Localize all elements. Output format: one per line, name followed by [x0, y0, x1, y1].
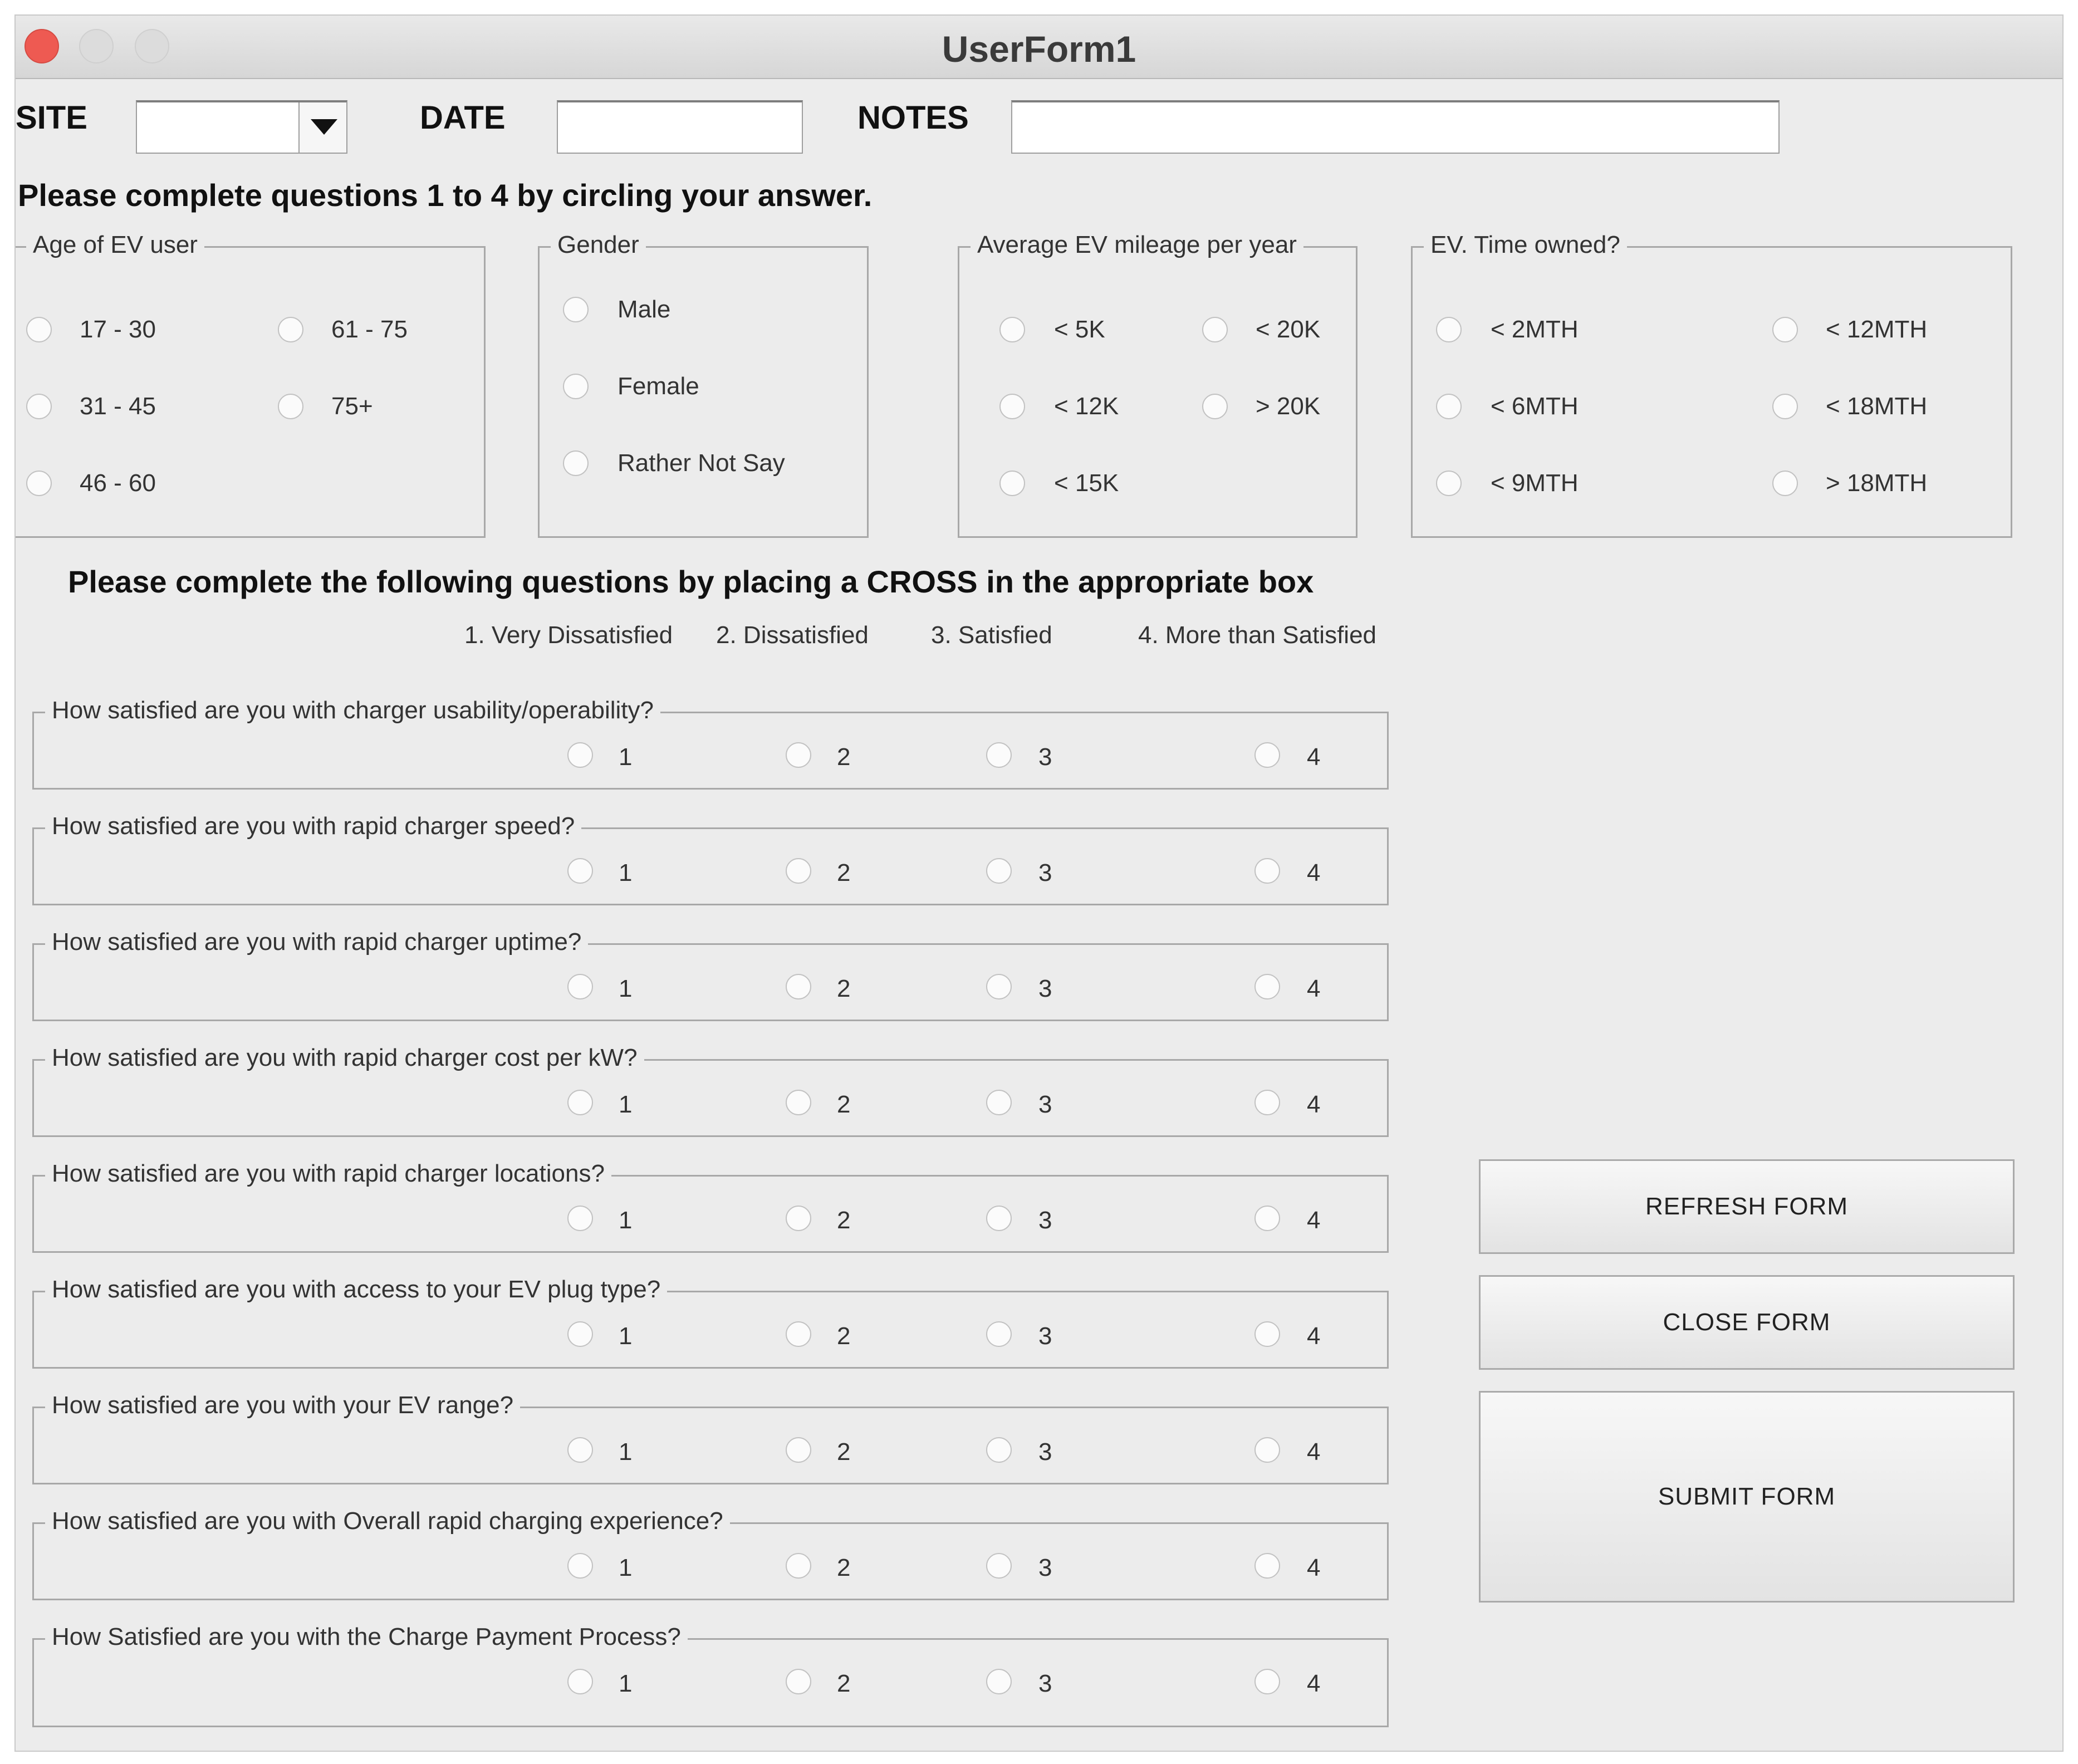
question-7-radio-1[interactable]	[567, 1437, 593, 1463]
question-7-radio-2[interactable]	[786, 1437, 811, 1463]
question-9-radio-1[interactable]	[567, 1669, 593, 1694]
question-7-radio-3[interactable]	[986, 1437, 1012, 1463]
question-3-radio-2[interactable]	[786, 974, 811, 999]
mileage-option-label: < 12K	[1054, 393, 1119, 420]
question-1-radio-1[interactable]	[567, 742, 593, 768]
question-frame	[32, 812, 1389, 905]
age-option-label: 61 - 75	[331, 316, 408, 343]
gender-option-label: Rather Not Say	[617, 449, 785, 477]
gender-group-frame	[538, 231, 869, 538]
rating-option-label: 1	[619, 1207, 633, 1234]
rating-option-label: 3	[1038, 975, 1052, 1002]
question-text: How satisfied are you with rapid charger uptime?	[45, 928, 588, 956]
question-5-radio-3[interactable]	[986, 1206, 1012, 1231]
owned-radio-lt-6mth[interactable]	[1436, 394, 1462, 419]
rating-option-label: 2	[837, 1438, 851, 1466]
question-5-radio-1[interactable]	[567, 1206, 593, 1231]
gender-option-label: Male	[617, 296, 671, 323]
age-radio-17-30[interactable]	[26, 317, 52, 342]
window-title: UserForm1	[942, 28, 1136, 70]
question-2-radio-3[interactable]	[986, 858, 1012, 884]
rating-option-label: 4	[1307, 1670, 1321, 1697]
question-frame	[32, 928, 1389, 1021]
owned-option-label: < 2MTH	[1491, 316, 1579, 343]
question-frame	[32, 1044, 1389, 1137]
site-combobox[interactable]	[136, 100, 347, 154]
question-text: How satisfied are you with rapid charger locations?	[45, 1160, 611, 1188]
question-frame	[32, 1507, 1389, 1600]
question-frame	[32, 1276, 1389, 1369]
mileage-radio-lt-5k[interactable]	[999, 317, 1025, 342]
question-2-radio-2[interactable]	[786, 858, 811, 884]
age-radio-31-45[interactable]	[26, 394, 52, 419]
question-3-radio-3[interactable]	[986, 974, 1012, 999]
rating-option-label: 4	[1307, 1091, 1321, 1118]
question-text: How satisfied are you with Overall rapid charging experience?	[45, 1507, 730, 1535]
age-option-label: 75+	[331, 393, 373, 420]
date-input[interactable]	[557, 100, 803, 154]
rating-option-label: 3	[1038, 1091, 1052, 1118]
age-group-frame	[14, 231, 486, 538]
owned-radio-lt-12mth[interactable]	[1772, 317, 1798, 342]
mileage-option-label: < 15K	[1054, 469, 1119, 497]
rating-option-label: 2	[837, 1554, 851, 1581]
rating-option-label: 4	[1307, 1438, 1321, 1466]
rating-option-label: 2	[837, 1322, 851, 1350]
age-option-label: 17 - 30	[80, 316, 156, 343]
owned-option-label: < 18MTH	[1826, 393, 1928, 420]
rating-option-label: 3	[1038, 743, 1052, 771]
question-frame	[32, 1623, 1389, 1727]
rating-option-label: 4	[1307, 1207, 1321, 1234]
mileage-option-label: < 5K	[1054, 316, 1105, 343]
gender-group-title: Gender	[551, 231, 646, 259]
submit-form-button[interactable]: SUBMIT FORM	[1479, 1391, 2015, 1603]
question-5-radio-4[interactable]	[1254, 1206, 1280, 1231]
rating-option-label: 2	[837, 975, 851, 1002]
rating-option-label: 2	[837, 743, 851, 771]
rating-option-label: 3	[1038, 1438, 1052, 1466]
rating-option-label: 4	[1307, 975, 1321, 1002]
rating-option-label: 3	[1038, 1670, 1052, 1697]
rating-option-label: 2	[837, 1670, 851, 1697]
rating-option-label: 1	[619, 859, 633, 886]
rating-option-label: 1	[619, 1322, 633, 1350]
owned-radio-lt-18mth[interactable]	[1772, 394, 1798, 419]
owned-group-title: EV. Time owned?	[1424, 231, 1627, 259]
scale-label-1: 1. Very Dissatisfied	[464, 621, 673, 649]
owned-option-label: > 18MTH	[1826, 469, 1928, 497]
question-text: How satisfied are you with rapid charger speed?	[45, 812, 581, 840]
mileage-group-frame	[958, 231, 1357, 538]
gender-radio-female[interactable]	[563, 374, 589, 399]
mileage-option-label: < 20K	[1256, 316, 1321, 343]
question-6-radio-4[interactable]	[1254, 1321, 1280, 1347]
question-7-radio-4[interactable]	[1254, 1437, 1280, 1463]
age-option-label: 46 - 60	[80, 469, 156, 497]
rating-option-label: 1	[619, 1438, 633, 1466]
question-4-radio-4[interactable]	[1254, 1090, 1280, 1115]
mileage-group-title: Average EV mileage per year	[971, 231, 1303, 259]
mileage-radio-gt-20k[interactable]	[1202, 394, 1228, 419]
site-label: SITE	[16, 100, 87, 136]
rating-option-label: 2	[837, 859, 851, 886]
gender-radio-rather-not-say[interactable]	[563, 450, 589, 476]
rating-option-label: 1	[619, 975, 633, 1002]
circle-instruction: Please complete questions 1 to 4 by circling your answer.	[18, 178, 873, 213]
rating-option-label: 3	[1038, 1322, 1052, 1350]
question-1-radio-3[interactable]	[986, 742, 1012, 768]
mileage-radio-lt-12k[interactable]	[999, 394, 1025, 419]
rating-option-label: 1	[619, 1091, 633, 1118]
question-8-radio-3[interactable]	[986, 1553, 1012, 1579]
question-text: How satisfied are you with rapid charger cost per kW?	[45, 1044, 644, 1072]
rating-option-label: 1	[619, 743, 633, 771]
rating-option-label: 1	[619, 1554, 633, 1581]
owned-option-label: < 9MTH	[1491, 469, 1579, 497]
age-radio-46-60[interactable]	[26, 471, 52, 496]
owned-radio-lt-9mth[interactable]	[1436, 471, 1462, 496]
mileage-radio-lt-20k[interactable]	[1202, 317, 1228, 342]
question-2-radio-1[interactable]	[567, 858, 593, 884]
age-group-title: Age of EV user	[26, 231, 204, 259]
scale-label-3: 3. Satisfied	[931, 621, 1052, 649]
userform-window	[14, 14, 2064, 1752]
owned-option-label: < 12MTH	[1826, 316, 1928, 343]
rating-option-label: 2	[837, 1091, 851, 1118]
question-1-radio-4[interactable]	[1254, 742, 1280, 768]
mileage-option-label: > 20K	[1256, 393, 1321, 420]
question-text: How satisfied are you with charger usability/operability?	[45, 697, 660, 724]
rating-option-label: 2	[837, 1207, 851, 1234]
question-4-radio-2[interactable]	[786, 1090, 811, 1115]
question-4-radio-1[interactable]	[567, 1090, 593, 1115]
gender-radio-male[interactable]	[563, 297, 589, 322]
rating-option-label: 4	[1307, 743, 1321, 771]
question-6-radio-1[interactable]	[567, 1321, 593, 1347]
owned-option-label: < 6MTH	[1491, 393, 1579, 420]
owned-group-frame	[1411, 231, 2012, 538]
question-8-radio-4[interactable]	[1254, 1553, 1280, 1579]
question-text: How Satisfied are you with the Charge Payment Process?	[45, 1623, 688, 1651]
question-9-radio-2[interactable]	[786, 1669, 811, 1694]
notes-label: NOTES	[857, 100, 969, 136]
question-2-radio-4[interactable]	[1254, 858, 1280, 884]
rating-option-label: 3	[1038, 1207, 1052, 1234]
question-3-radio-1[interactable]	[567, 974, 593, 999]
question-8-radio-1[interactable]	[567, 1553, 593, 1579]
rating-option-label: 4	[1307, 859, 1321, 886]
question-9-radio-3[interactable]	[986, 1669, 1012, 1694]
date-label: DATE	[420, 100, 506, 136]
question-1-radio-2[interactable]	[786, 742, 811, 768]
age-radio-75plus[interactable]	[278, 394, 303, 419]
notes-input[interactable]	[1011, 100, 1780, 154]
refresh-form-button[interactable]: REFRESH FORM	[1479, 1159, 2015, 1254]
chevron-down-icon	[311, 119, 337, 135]
close-form-button[interactable]: CLOSE FORM	[1479, 1275, 2015, 1370]
rating-option-label: 4	[1307, 1554, 1321, 1581]
question-4-radio-3[interactable]	[986, 1090, 1012, 1115]
scale-label-4: 4. More than Satisfied	[1138, 621, 1377, 649]
rating-option-label: 4	[1307, 1322, 1321, 1350]
question-3-radio-4[interactable]	[1254, 974, 1280, 999]
question-6-radio-2[interactable]	[786, 1321, 811, 1347]
question-8-radio-2[interactable]	[786, 1553, 811, 1579]
age-option-label: 31 - 45	[80, 393, 156, 420]
question-text: How satisfied are you with access to your EV plug type?	[45, 1276, 667, 1304]
scale-label-2: 2. Dissatisfied	[716, 621, 869, 649]
question-6-radio-3[interactable]	[986, 1321, 1012, 1347]
question-frame	[32, 697, 1389, 790]
rating-option-label: 3	[1038, 859, 1052, 886]
question-frame	[32, 1160, 1389, 1253]
title-bar	[16, 16, 2062, 79]
site-dropdown-button[interactable]	[298, 102, 346, 153]
age-radio-61-75[interactable]	[278, 317, 303, 342]
mileage-radio-lt-15k[interactable]	[999, 471, 1025, 496]
cross-instruction: Please complete the following questions by placing a CROSS in the appropriate box	[68, 564, 1314, 599]
question-text: How satisfied are you with your EV range?	[45, 1391, 520, 1419]
gender-option-label: Female	[617, 373, 699, 400]
rating-option-label: 1	[619, 1670, 633, 1697]
question-5-radio-2[interactable]	[786, 1206, 811, 1231]
rating-option-label: 3	[1038, 1554, 1052, 1581]
owned-radio-lt-2mth[interactable]	[1436, 317, 1462, 342]
question-frame	[32, 1391, 1389, 1484]
question-9-radio-4[interactable]	[1254, 1669, 1280, 1694]
owned-radio-gt-18mth[interactable]	[1772, 471, 1798, 496]
